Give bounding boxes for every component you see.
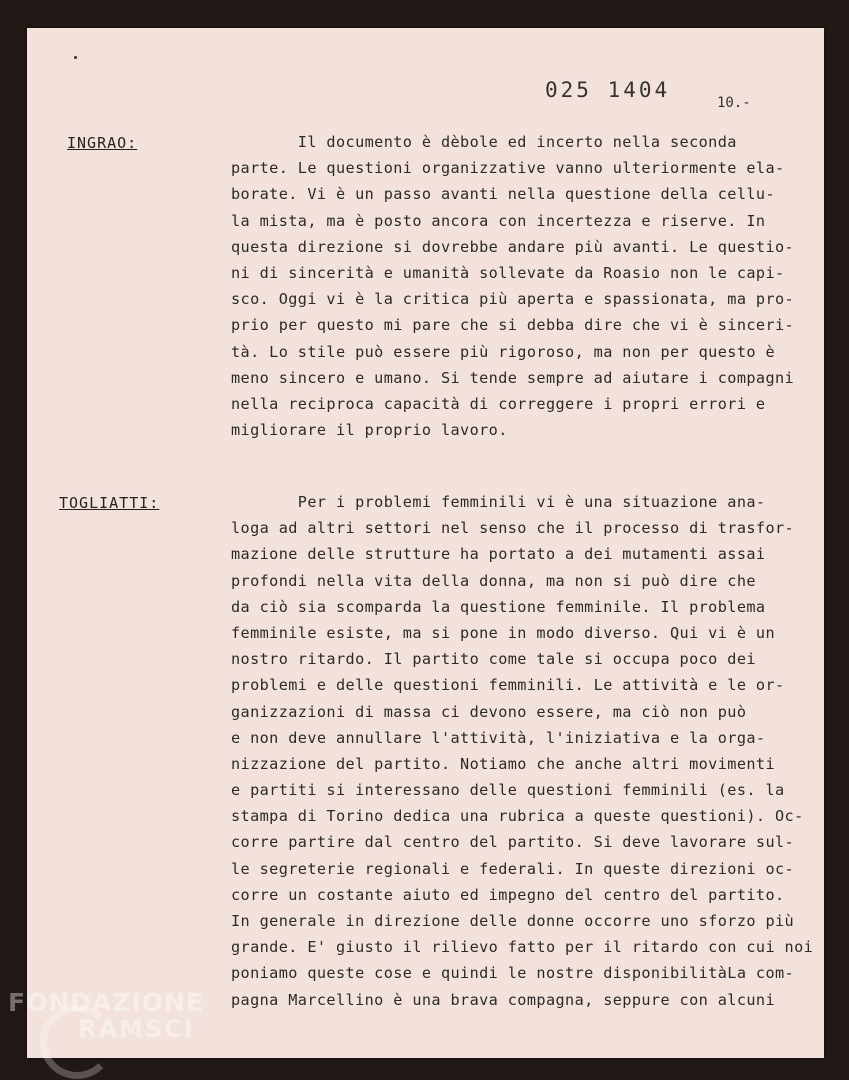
text-line: profondi nella vita della donna, ma non si può dire che (231, 571, 756, 590)
text-line: sco. Oggi vi è la critica più aperta e spassionata, ma pro- (231, 290, 795, 309)
watermark-line2: RAMSCI (78, 1015, 195, 1043)
text-line: nella reciproca capacità di correggere i propri errori e (231, 394, 766, 413)
text-line: nizzazione del partito. Notiamo che anche altri movimenti (231, 754, 775, 773)
text-line: corre un costante aiuto ed impegno del centro del partito. (231, 885, 785, 904)
speech-togliatti (231, 489, 821, 1013)
text-line: Il documento è dèbole ed incerto nella seconda (231, 133, 737, 151)
text-line: meno sincero e umano. Si tende sempre ad aiutare i compagni (231, 368, 795, 387)
watermark (8, 990, 204, 1042)
archive-number: 025 1404 (545, 78, 671, 102)
text-line: grande. E' giusto il rilievo fatto per il ritardo con cui noi (231, 938, 814, 957)
speaker-togliatti: TOGLIATTI: (59, 494, 160, 512)
text-line: ganizzazioni di massa ci devono essere, ma ciò non può (231, 702, 747, 721)
text-line: mazione delle strutture ha portato a dei mutamenti assai (231, 545, 766, 564)
text-line: da ciò sia scomparda la questione femminile. Il problema (231, 597, 766, 616)
text-line: e partiti si interessano delle questioni femminili (es. la (231, 781, 785, 800)
text-line: la mista, ma è posto ancora con incertezza e riserve. In (231, 211, 766, 230)
text-line: migliorare il proprio lavoro. (231, 421, 508, 440)
text-line: In generale in direzione delle donne occorre uno sforzo più (231, 912, 795, 930)
ink-dot (74, 56, 77, 59)
text-line: loga ad altri settori nel senso che il processo di trasfor- (231, 519, 795, 538)
text-line: problemi e delle questioni femminili. Le attività e le or- (231, 676, 785, 695)
document-page (27, 28, 824, 1058)
text-line: ni di sincerità e umanità sollevate da Roasio non le capi- (231, 263, 785, 282)
speaker-ingrao: INGRAO: (67, 134, 138, 152)
text-line: pagna Marcellino è una brava compagna, seppure con alcuni (231, 990, 775, 1009)
text-line: e non deve annullare l'attività, l'iniziativa e la orga- (231, 728, 766, 747)
speech-ingrao (231, 129, 821, 443)
text-line: nostro ritardo. Il partito come tale si occupa poco dei (231, 650, 756, 669)
text-line: le segreterie regionali e federali. In queste direzioni oc- (231, 859, 795, 878)
text-line: parte. Le questioni organizzative vanno ulteriormente ela- (231, 159, 785, 178)
text-line: prio per questo mi pare che si debba dire che vi è sinceri- (231, 316, 795, 335)
text-line: poniamo queste cose e quindi le nostre disponibilitàLa com- (231, 964, 795, 983)
text-line: borate. Vi è un passo avanti nella questione della cellu- (231, 185, 775, 204)
text-line: stampa di Torino dedica una rubrica a queste questioni). Oc- (231, 807, 804, 826)
text-line: tà. Lo stile può essere più rigoroso, ma non per questo è (231, 342, 775, 361)
watermark-line1: FONDAZIONE (8, 988, 205, 1017)
text-line: questa direzione si dovrebbe andare più avanti. Le questio- (231, 237, 795, 256)
text-line: corre partire dal centro del partito. Si deve lavorare sul- (231, 833, 795, 852)
text-line: femminile esiste, ma si pone in modo diverso. Qui vi è un (231, 623, 775, 642)
page-number: 10.- (717, 95, 751, 111)
text-line: Per i problemi femminili vi è una situazione ana- (231, 493, 766, 511)
